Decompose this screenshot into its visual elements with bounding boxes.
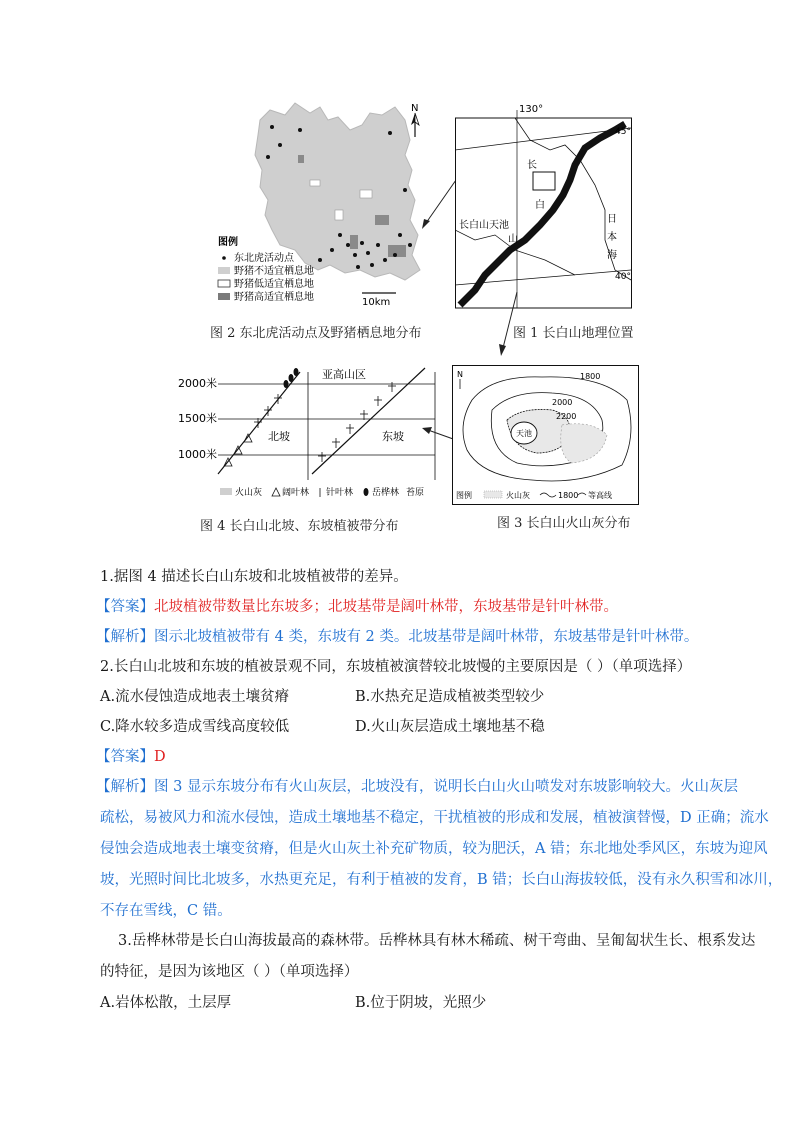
label-japan-3: 海	[607, 250, 617, 261]
legend-high: 野猪高适宜栖息地	[234, 292, 314, 303]
figure-1-caption: 图 1 长白山地理位置	[513, 326, 634, 341]
legend-low: 野猪低适宜栖息地	[234, 279, 314, 290]
contour-1800: 1800	[580, 372, 601, 381]
analysis-tag: 【解析】	[96, 779, 154, 795]
q2-option-d: D.火山灰层造成土壤地基不稳	[355, 719, 545, 735]
legend-ash: 火山灰	[235, 488, 263, 498]
q3-option-b: B.位于阴坡，光照少	[355, 995, 487, 1011]
label-japan-1: 日	[607, 214, 617, 225]
north-arrow-icon	[411, 113, 419, 137]
connector-arrow	[420, 175, 460, 235]
figure-1-map	[455, 100, 633, 310]
analysis-text: 图 3 显示东坡分布有火山灰层，北坡没有，说明长白山火山喷发对东坡影响较大。火山灰层	[154, 779, 738, 795]
lat-top-label: 45°	[615, 127, 631, 137]
figure-3-map	[452, 365, 640, 505]
q3-option-a: A.岩体松散，土层厚	[100, 995, 232, 1011]
q2-answer	[96, 747, 166, 767]
north-label: N	[457, 370, 463, 379]
label-tianchi: 长白山天池	[459, 220, 509, 231]
lake-label: 天池	[516, 429, 532, 438]
contour-2000: 2000	[552, 398, 573, 407]
answer-text: 北坡植被带数量比东坡多；北坡基带是阔叶林带，东坡基带是针叶林带。	[154, 599, 618, 615]
q1-answer	[96, 597, 618, 617]
q2-analysis-line-1	[96, 777, 738, 797]
q2-analysis-line-5: 不存在雪线，C 错。	[100, 903, 232, 919]
birch-icons	[284, 368, 299, 388]
label-shan: 山	[508, 234, 518, 245]
north-slope-label: 北坡	[268, 430, 290, 443]
label-chang: 长	[527, 160, 537, 171]
figure-4-diagram	[160, 362, 445, 507]
legend-tundra: 苔原	[406, 488, 425, 498]
q2-option-c: C.降水较多造成雪线高度较低	[100, 719, 290, 735]
figure-3	[452, 365, 640, 505]
legend-tiger: 东北虎活动点	[234, 253, 294, 264]
figure-1	[455, 100, 633, 310]
q2-analysis-line-3: 侵蚀会造成地表土壤变贫瘠，但是火山灰土补充矿物质，较为肥沃，A 错；东北地处季风区，东坡为迎风	[100, 841, 768, 857]
answer-tag: 【答案】	[96, 749, 154, 765]
q2-option-a: A.流水侵蚀造成地表土壤贫瘠	[100, 689, 290, 705]
zone-label: 亚高山区	[322, 368, 366, 381]
q2-analysis-line-2: 疏松，易被风力和流水侵蚀，造成土壤地基不稳定，干扰植被的形成和发展，植被演替慢，D 正确；流水	[100, 810, 769, 826]
figure-3-caption: 图 3 长白山火山灰分布	[497, 516, 631, 531]
legend-contour-label: 等高线	[588, 491, 612, 500]
north-label: N	[411, 103, 419, 114]
lon-label: 130°	[519, 104, 544, 115]
y-label-1000: 1000米	[178, 448, 217, 461]
q2-question: 2.长白山北坡和东坡的植被景观不同，东坡植被演替较北坡慢的主要原因是（ ）（单项选择）	[100, 659, 692, 675]
legend-title: 图例	[456, 491, 472, 500]
legend-ash: 火山灰	[506, 491, 530, 500]
contour-2200: 2200	[556, 412, 577, 421]
analysis-text: 图示北坡植被带有 4 类，东坡有 2 类。北坡基带是阔叶林带，东坡基带是针叶林带。	[154, 629, 699, 645]
connector-arrow-2	[495, 290, 525, 360]
figure-4-caption: 图 4 长白山北坡、东坡植被带分布	[200, 519, 399, 534]
q2-option-b: B.水热充足造成植被类型较少	[355, 689, 545, 705]
legend-title: 图例	[218, 237, 238, 248]
conifer-icons	[254, 394, 282, 428]
legend-conifer: 针叶林	[326, 488, 354, 498]
label-japan-2: 本	[607, 232, 617, 243]
analysis-tag: 【解析】	[96, 629, 154, 645]
q1-question: 1.据图 4 描述长白山东坡和北坡植被带的差异。	[100, 569, 408, 585]
q3-question-line-1: 3.岳桦林带是长白山海拔最高的森林带。岳桦林具有林木稀疏、树干弯曲、呈匍匐状生长、根系发达	[118, 933, 756, 949]
legend-unsuitable: 野猪不适宜栖息地	[234, 266, 314, 277]
legend-broadleaf: 阔叶林	[282, 488, 310, 498]
q2-analysis-line-4: 坡，光照时间比北坡多，水热更充足，有利于植被的发育，B 错；长白山海拔较低，没有永久积雪和冰川，	[100, 872, 783, 888]
figure-2-caption: 图 2 东北虎活动点及野猪栖息地分布	[210, 326, 422, 341]
scale-label: 10km	[362, 297, 391, 308]
y-label-1500: 1500米	[178, 412, 217, 425]
answer-tag: 【答案】	[96, 599, 154, 615]
legend-birch: 岳桦林	[372, 488, 400, 498]
figure-2	[200, 95, 450, 340]
q1-analysis	[96, 627, 698, 647]
conifer-icons-east	[318, 382, 396, 462]
figure-4	[160, 362, 445, 507]
y-label-2000: 2000米	[178, 377, 217, 390]
label-bai: 白	[535, 200, 545, 211]
legend-contour-value: 1800	[558, 491, 579, 500]
answer-text: D	[154, 749, 166, 765]
lat-bottom-label: 40°	[615, 272, 631, 282]
east-slope-label: 东坡	[382, 430, 404, 443]
figure-2-map	[200, 95, 450, 340]
q3-question-line-2: 的特征，是因为该地区（ ）（单项选择）	[100, 964, 359, 980]
